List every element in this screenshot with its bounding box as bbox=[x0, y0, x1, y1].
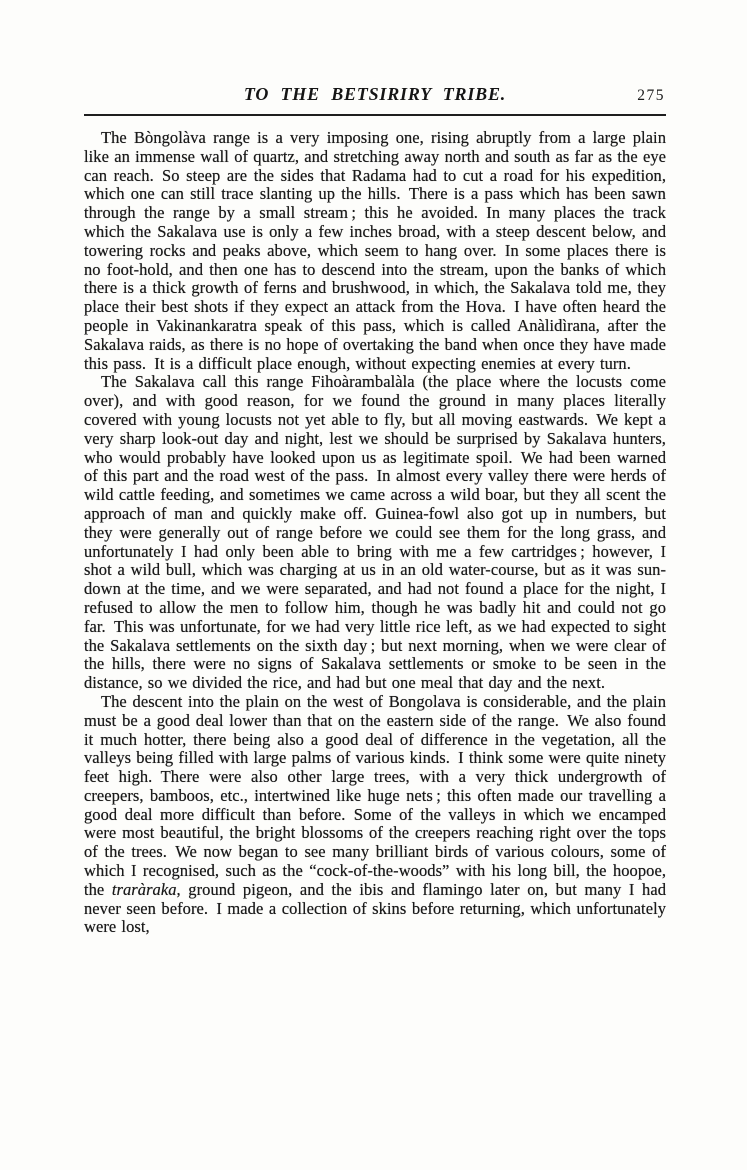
text-run: The Bòngolàva range is a very imposing one, rising abruptly from a large plain like an immense wall of quartz, and stretching away north and south as far as the eye can reach. So steep are the sides that Radama had to cut a road for his expedition, which one can still trace slanting up the hills. There is a pass which has been sawn through the range by a small stream ; this he avoided. In many places the track which the Sakalava use is only a few inches broad, with a steep descent below, and towering rocks and peaks above, which seem to hang over. In some places there is no foot-hold, and then one has to descend into the stream, upon the banks of which there is a thick growth of ferns and brushwood, in which, the Sakalava told me, they place their best shots if they expect an attack from the Hova. I have often heard the people in Vakinankaratra speak of this pass, which is called Anàlidìrana, after the Sakalava raids, as there is no hope of overtaking the band when once they have made this pass. It is a difficult place enough, without expecting enemies at every turn. bbox=[84, 128, 666, 373]
text-run: The Sakalava call this range Fihoàrambalàla (the place where the locusts come over), and with good reason, for we found the ground in many places literally covered with young locusts not yet able to fly, but all moving eastwards. We kept a very sharp look-out day and night, lest we should be surprised by Sakalava hunters, who would probably have looked upon us as legitimate spoil. We had been warned of this part and the road west of the pass. In almost every valley there were herds of wild cattle feeding, and sometimes we came across a wild boar, but they all scent the approach of man and quickly make off. Guinea-fowl also got up in numbers, but they were generally out of range before we could see them for the long grass, and unfortunately I had only been able to bring with me a few cartridges ; however, I shot a wild bull, which was charging at us in an old water-course, but as it was sun-down at the time, and we were separated, and had not found a place for the night, I refused to allow the men to follow him, though he was badly hit and could not go far. This was unfortunate, for we had very little rice left, as we had expected to sight the Sakalava settlements on the sixth day ; but next morning, when we were clear of the hills, there were no signs of Sakalava settlements or smoke to be seen in the distance, so we divided the rice, and had but one meal that day and the next. bbox=[84, 372, 666, 693]
text-run: , ground pigeon, and the ibis and flamingo later on, but many I had never seen before. I made a collection of skins before returning, which unfortunately were lost, bbox=[84, 879, 667, 937]
paragraph bbox=[84, 373, 666, 693]
page-body bbox=[84, 129, 666, 937]
header-rule bbox=[84, 114, 666, 116]
running-title: TO THE BETSIRIRY TRIBE. bbox=[243, 84, 507, 104]
italic-run: traràraka bbox=[111, 879, 177, 899]
page-content bbox=[84, 84, 666, 937]
paragraph bbox=[84, 693, 666, 937]
page-header bbox=[84, 84, 666, 108]
paragraph bbox=[84, 129, 666, 373]
text-run: The descent into the plain on the west of Bongolava is considerable, and the plain must be a good deal lower than that on the eastern side of the range. We also found it much hotter, there being also a good deal of difference in the vegetation, all the valleys being filled with large palms of various kinds. I think some were quite ninety feet high. There were also other large trees, with a very thick undergrowth of creepers, bamboos, etc., intertwined like huge nets ; this often made our travelling a good deal more difficult than before. Some of the valleys in which we encamped were most beautiful, the bright blossoms of the creepers reaching right over the tops of the trees. We now began to see many brilliant birds of various colours, some of which I recognised, such as the “cock-of-the-woods” with his long bill, the hoopoe, the bbox=[84, 691, 666, 899]
page-number: 275 bbox=[637, 87, 665, 104]
